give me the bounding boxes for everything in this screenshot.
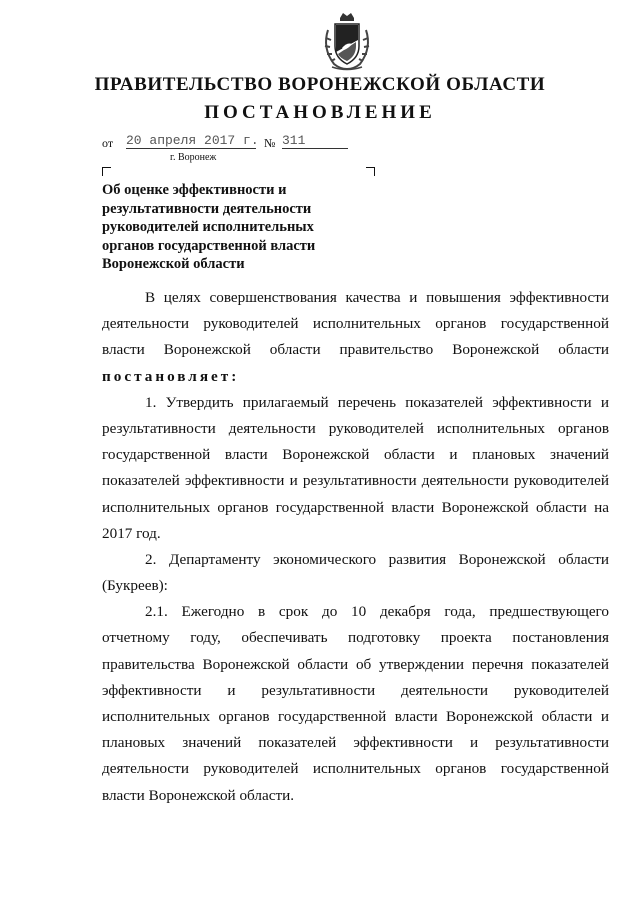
body-line: власти Воронежской области правительство Воронежской области [102, 341, 609, 359]
number-label: № [264, 136, 276, 150]
document-body [102, 285, 609, 809]
document-date: 20 апреля 2017 г. [126, 133, 259, 148]
document-number: 311 [282, 133, 348, 149]
body-line: эффективности и результативности деятельности руководителей [102, 681, 609, 699]
body-line: отчетному году, обеспечивать подготовку проекта постановления [102, 629, 609, 647]
title-line: руководителей исполнительных [102, 219, 314, 235]
title-line: Воронежской области [102, 256, 245, 272]
body-line: исполнительных органов государственной власти Воронежской области на [102, 498, 609, 516]
date-prefix: от [102, 136, 114, 150]
body-line: государственной власти Воронежской области и плановых значений [102, 446, 609, 464]
body-line: исполнительных органов государственной власти Воронежской области и [102, 708, 609, 725]
city: г. Воронеж [170, 152, 217, 163]
body-line: В целях совершенствования качества и повышения эффективности [145, 289, 609, 306]
document-title [102, 181, 362, 274]
body-line: (Букреев): [102, 577, 168, 595]
body-line: деятельности руководителей исполнительных органов государственной [102, 760, 609, 778]
body-line: 2.1. Ежегодно в срок до 10 декабря года, предшествующего [145, 603, 609, 621]
body-line: показателей эффективности и результативности деятельности руководителей [102, 472, 609, 490]
body-line: власти Воронежской области. [102, 786, 295, 804]
title-bracket-left [102, 167, 111, 176]
document-type: ПОСТАНОВЛЕНИЕ [204, 102, 436, 123]
body-line: плановых значений показателей эффективности и результативности [102, 734, 609, 752]
body-line: 1. Утвердить прилагаемый перечень показателей эффективности и [145, 393, 609, 411]
body-line: результативности деятельности руководителей исполнительных органов [102, 419, 609, 437]
title-line: Об оценке эффективности и [102, 182, 287, 198]
body-line: правительства Воронежской области об утверждении перечня показателей [102, 655, 609, 673]
body-line: 2. Департаменту экономического развития Воронежской области [145, 550, 609, 568]
body-line: 2017 год. [102, 524, 161, 542]
body-line: деятельности руководителей исполнительных органов государственной [102, 315, 609, 333]
title-line: результативности деятельности [102, 200, 312, 217]
coat-of-arms-icon [318, 12, 376, 72]
title-bracket-right [366, 167, 375, 176]
organization-name: ПРАВИТЕЛЬСТВО ВОРОНЕЖСКОЙ ОБЛАСТИ [94, 74, 546, 95]
resolution-word: постановляет: [102, 367, 240, 385]
title-line: органов государственной власти [102, 237, 316, 254]
